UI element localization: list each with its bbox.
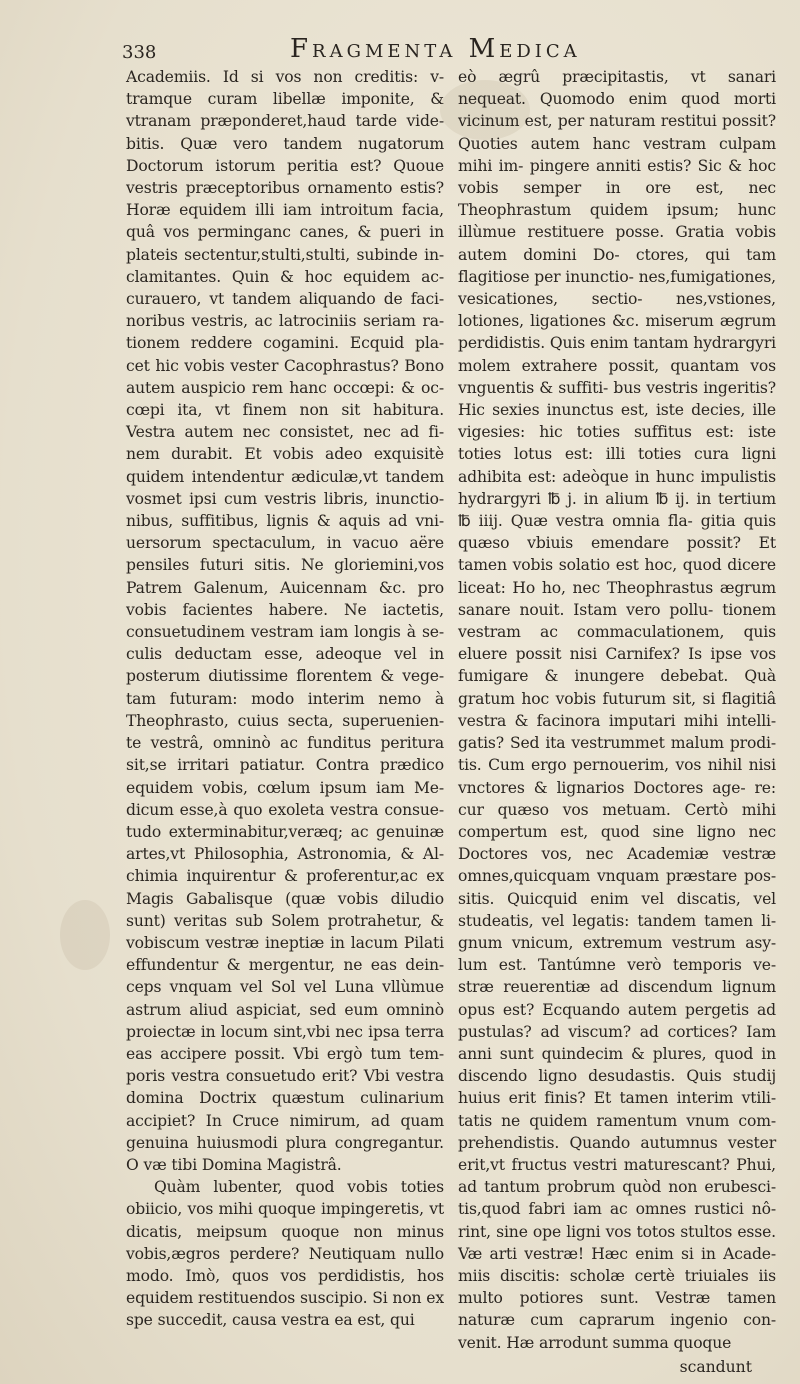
paragraph: eò ægrû præcipitastis, vt sanari nequeat. Quomodo enim quod morti vicinum est, per naturam restitui possit? Quoties autem hanc vestram culpam mihi im- pingere anniti estis? Sic & hoc vobis semper in ore est, nec Theophrastum quidem ipsum; hunc illùmue restituere posse. Gratia vobis autem domini Do- ctores, qui tam flagitiose per inunctio- nes,fumigationes, vesicationes, sectio- nes,vstiones, lotiones, ligationes &c. miserum ægrum perdidistis. Quis enim tantam hydrargyri molem extrahere possit, quantam vos vnguentis & suffiti- bus vestris ingeritis? Hic sexies inunctus est, iste decies, ille vigesies: hic toties suffitus est: iste toties lotus est: illi toties cura ligni adhibita est: adeòque in hunc impulistis hydrargyri ℔ j. in alium ℔ ij. in tertium ℔ iiij. Quæ vestra omnia fla- gitia quis quæso vbiuis emendare possit? Et tamen vobis solatio est hoc, quod dicere liceat: Ho ho, nec Theophrastus ægrum sanare nouit. Istam vero pollu- tionem vestram ac commaculationem, quis eluere possit nisi Carnifex? Is ipse vos fumigare & inungere debebat. Quà gratum hoc vobis futurum sit, si flagitiâ vestra & facinora imputari mihi intelli- gatis? Sed ita vestrummet malum prodi- tis. Cum ergo pernouerim, vos nihil nisi vnctores & lignarios Doctores age- re: cur quæso vos metuam. Certò mihi compertum est, quod sine ligno nec Doctores vos, nec Academiæ vestræ omnes,quicquam vnquam præstare pos- sitis. Quicquid enim vel discatis, vel studeatis, vel legatis: tandem tamen li- gnum vnicum, extremum vestrum asy- lum est. Tantúmne verò temporis ve- stræ reuerentiæ ad discendum lignum opus est? Ecquando autem pergetis ad pustulas? ad viscum? ad cortices? Iam anni sunt quindecim & plures, quod in discendo ligno desudastis. Quis studij huius erit finis? Et tamen interim vtili- tatis ne quidem ramentum vnum com- prehendistis. Quando autumnus vester erit,vt fructus vestri maturescant? Phui, ad tantum probrum quòd non erubesci- tis,quod fabri iam ac omnes rustici nô- rint, sine ope ligni vos totos stultos esse. Væ arti vestræ! Hæc enim si in Acade- miis discitis: scholæ certè triuiales iis multo potiores sunt. Vestræ tamen naturæ cum caprarum ingenio con- venit. Hæ arrodunt summa quoque xyxy=(458,68,776,1352)
paragraph: Academiis. Id si vos non creditis: v- tramque curam libellæ imponite, & vtranam præponderet,haud tarde vide- bitis. Quæ vero tandem nugatorum Doctorum istorum peritia est? Quoue vestris præceptoribus ornamento estis? Horæ equidem illi iam introitum facia, quâ vos perminganc canes, & pueri in plateis sectentur,stulti,stulti, subinde in- clamitantes. Quin & hoc equidem ac- curauero, vt tandem aliquando de faci- noribus vestris, ac latrociniis seriam ra- tionem reddere cogamini. Ecquid pla- cet hic vobis vester Cacophrastus? Bono autem auspicio rem hanc occœpi: & oc- cœpi ita, vt finem non sit habitura. Vestra autem nec consistet, nec ad fi- nem durabit. Et vobis adeo exquisitè quidem intendentur ædiculæ,vt tandem vosmet ipsi cum vestris libris, inunctio- nibus, suffitibus, lignis & aquis ad vni- uersorum spectaculum, in vacuo aëre pensiles futuri sitis. Ne gloriemini,vos Patrem Galenum, Auicennam &c. pro vobis facientes habere. Ne iactetis, consuetudinem vestram iam longis à se- culis deductam esse, adeoque vel in posterum diutissime florentem & vege- tam futuram: modo interim nemo à Theophrasto, cuius secta, superuenien- te vestrâ, omninò ac funditus peritura sit,se irritari patiatur. Contra prædico equidem vobis, cœlum ipsum iam Me- dicum esse,à quo exoleta vestra consue- tudo exterminabitur,veræq; ac genuinæ artes,vt Philosophia, Astronomia, & Al- chimia inquirentur & proferentur,ac ex Magis Gabalisque (quæ vobis diludio sunt) veritas sub Solem protrahetur, & vobiscum vestræ ineptiæ in lacum Pilati effundentur & mergentur, ne eas dein- ceps vnquam vel Sol vel Luna vllùmue astrum aliud aspiciat, sed eum omninò proiectæ in locum sint,vbi nec ipsa terra eas accipere possit. Vbi ergò tum tem- poris vestra consuetudo erit? Vbi vestra domina Doctrix quæstum culinarium accipiet? In Cruce nimirum, ad quam genuina huiusmodi plura congregantur. O væ tibi Domina Magistrâ. xyxy=(126,68,444,1174)
left-column xyxy=(126,66,444,1354)
right-column xyxy=(458,66,776,1354)
running-title: Fragmenta Medica xyxy=(290,34,581,64)
paragraph: Quàm lubenter, quod vobis toties obiicio, vos mihi quoque impingeretis, vt dicatis, meipsum quoque non minus vobis,ægros perdere? Neutiquam nullo modo. Imò, quos vos perdidistis, hos equidem restituendos suscipio. Si non ex spe succedit, causa vestra ea est, qui xyxy=(126,1178,444,1330)
text-columns xyxy=(126,66,776,1354)
paper-stain xyxy=(60,900,110,970)
page-number: 338 xyxy=(122,42,157,63)
catchword: scandunt xyxy=(679,1358,752,1376)
